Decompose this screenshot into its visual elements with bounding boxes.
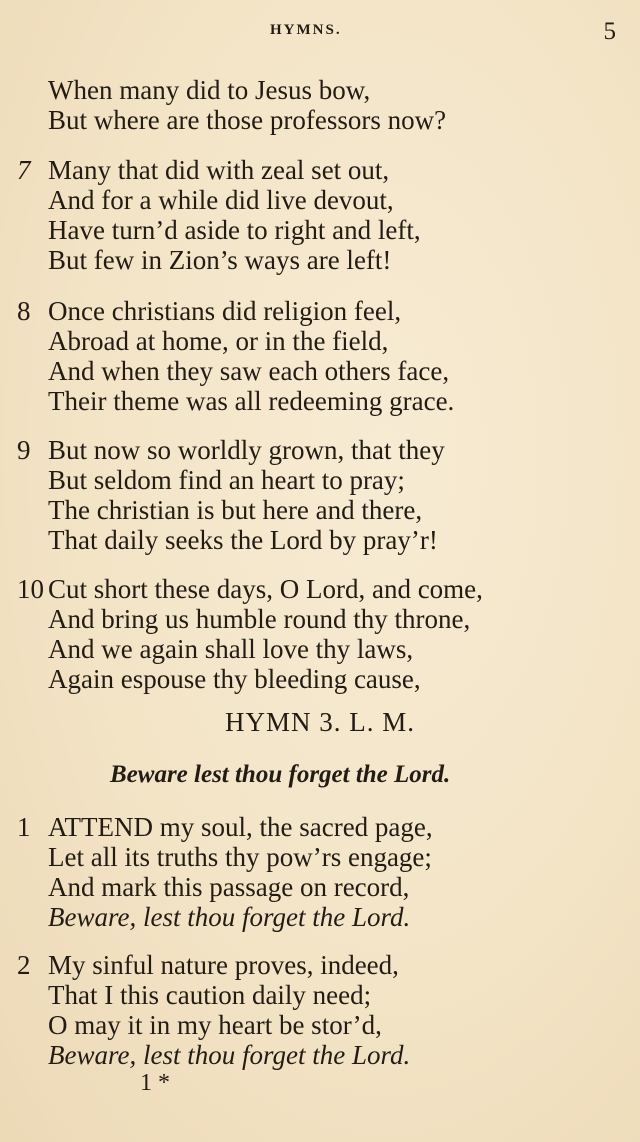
verse-line: Their theme was all redeeming grace. bbox=[48, 386, 455, 416]
verse-line: And we again shall love thy laws, bbox=[48, 634, 414, 664]
verse-line: That daily seeks the Lord by pray’r! bbox=[48, 525, 438, 555]
stanza-number: 9 bbox=[17, 435, 31, 465]
hymn-title: HYMN 3. L. M. bbox=[224, 707, 415, 737]
verse-line: O may it in my heart be stor’d, bbox=[48, 1010, 382, 1040]
stanza-number: 2 bbox=[17, 950, 31, 980]
verse-line: Abroad at home, or in the field, bbox=[48, 326, 389, 356]
verse-line: That I this caution daily need; bbox=[48, 980, 372, 1010]
verse-line: But few in Zion’s ways are left! bbox=[48, 245, 392, 275]
verse-line: My sinful nature proves, indeed, bbox=[48, 950, 399, 980]
stanza-number: 7 bbox=[17, 155, 31, 185]
verse-line: The christian is but here and there, bbox=[48, 495, 423, 525]
running-head bbox=[0, 20, 640, 44]
stanza-number: 8 bbox=[17, 296, 31, 326]
verse-line: And bring us humble round thy throne, bbox=[48, 604, 471, 634]
verse-line: And mark this passage on record, bbox=[48, 872, 410, 902]
verse-line: But now so worldly grown, that they bbox=[48, 435, 445, 465]
verse-line: Have turn’d aside to right and left, bbox=[48, 215, 421, 245]
refrain-line: Beware, lest thou forget the Lord. bbox=[48, 1040, 411, 1070]
verse-line: Again espouse thy bleeding cause, bbox=[48, 664, 421, 694]
verse-line: But where are those professors now? bbox=[48, 105, 447, 135]
verse-line: ATTEND my soul, the sacred page, bbox=[48, 812, 433, 842]
stanza-number: 10 bbox=[17, 574, 44, 604]
verse-line: Many that did with zeal set out, bbox=[48, 155, 390, 185]
verse-line: But seldom find an heart to pray; bbox=[48, 465, 405, 495]
refrain-line: Beware, lest thou forget the Lord. bbox=[48, 902, 411, 932]
verse-line: Cut short these days, O Lord, and come, bbox=[48, 574, 483, 604]
verse-line: When many did to Jesus bow, bbox=[48, 75, 371, 105]
signature-mark: 1 * bbox=[140, 1070, 170, 1096]
hymn-subtitle: Beware lest thou forget the Lord. bbox=[110, 761, 451, 788]
verse-line: Once christians did religion feel, bbox=[48, 296, 402, 326]
verse-line: Let all its truths thy pow’rs engage; bbox=[48, 842, 432, 872]
stanza-number: 1 bbox=[17, 812, 31, 842]
verse-line: And for a while did live devout, bbox=[48, 185, 394, 215]
page-number: 5 bbox=[603, 18, 616, 45]
verse-line: And when they saw each others face, bbox=[48, 356, 450, 386]
running-title: HYMNS. bbox=[270, 22, 342, 38]
